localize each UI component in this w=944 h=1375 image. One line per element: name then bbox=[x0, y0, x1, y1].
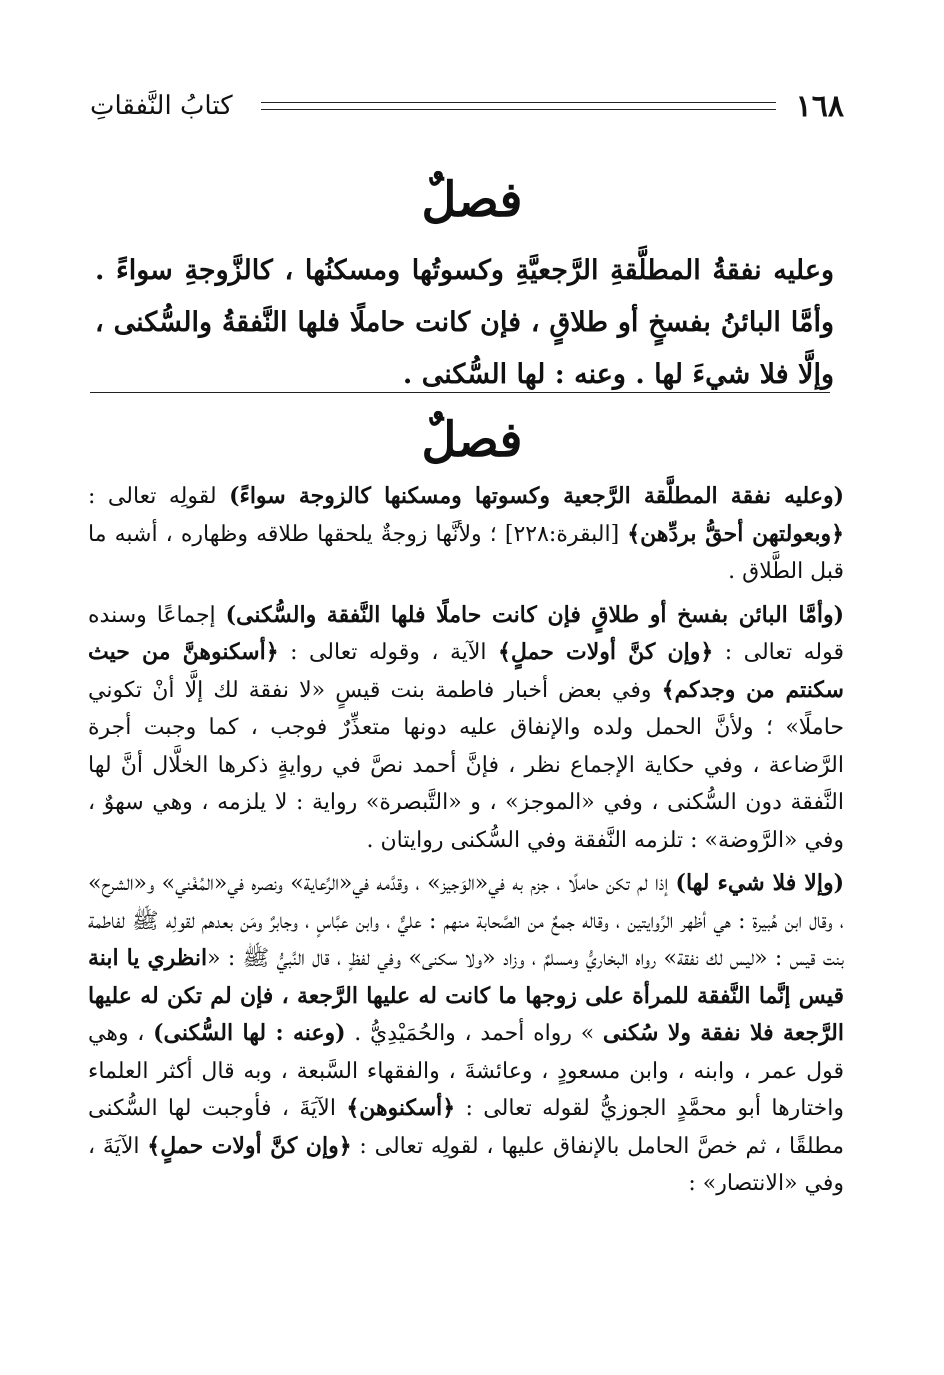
quran-quote: ﴿وإن كنَّ أولات حملٍ﴾ bbox=[147, 1132, 352, 1159]
quoted-matn: (وإلا فلا شيء لها) bbox=[675, 870, 844, 896]
quran-quote: ﴿أسكنوهن﴾ bbox=[346, 1095, 456, 1121]
commentary-span: الآيَةَ ، وفي «الانتصار» : bbox=[88, 1133, 844, 1196]
commentary-paragraph-1 bbox=[88, 478, 844, 591]
commentary-paragraph-3 bbox=[88, 865, 844, 1203]
commentary-span: لقولِه تعالى : bbox=[88, 484, 230, 509]
commentary-span: الآية ، وقوله تعالى : bbox=[278, 640, 498, 665]
page-number: ١٦٨ bbox=[795, 88, 844, 124]
quran-quote: ﴿وبعولتهن أحقُّ بردِّهن﴾ bbox=[627, 520, 844, 547]
matn-text: وعليه نفقةُ المطلَّقةِ الرَّجعيَّةِ وكسوتُها ومسكنُها ، كالزَّوجةِ سواءً . وأمَّا البائنُ بفسخٍ أو طلاقٍ ، فإن كانت حاملًا فلها النَّفقةُ والسُّكنى ، وإلَّا فلا شيءَ لها . وعنه : لها السُّكنى . bbox=[95, 255, 834, 390]
commentary-span: إذا لم تكن حاملًا ، جزم به في«الوَجيز» ، وقدَّمه في«الرِّعاية» ونصره في«المُغْني» و«الشرح» ، وقال ابن هُبيرة : هي أظهر الرِّوايتين ، وقاله جمعٌ من الصَّحابة منهم : عليٌّ ، وابن عبَّاسٍ ، وجابرٌ ومَن بعدهم لقولِه ﷺ لفاطمة بنت قيس : «ليس لك نفقة» رواه البخاريُّ ومسلمٌ ، وزاد «ولا سكنى» وفي لفظٍ ، قال النَّبيُّ ﷺ : « bbox=[88, 871, 844, 971]
quoted-matn: (وأمَّا البائن بفسخ أو طلاقٍ فإن كانت حاملًا فلها النَّفقة والسُّكنى) bbox=[225, 601, 844, 628]
quoted-matn: (وعنه : لها السُّكنى) bbox=[153, 1020, 346, 1046]
commentary-span: [البقرة:٢٢٨] ؛ ولأنَّها زوجةٌ يلحقها طلاقه وظهاره ، أشبه ما قبل الطَّلاق . bbox=[88, 521, 844, 584]
header-rule bbox=[261, 102, 776, 110]
section-heading-matn: فصلٌ bbox=[421, 172, 523, 228]
commentary-span: وفي بعض أخبار فاطمة بنت قيسٍ «لا نفقة لك إلَّا أنْ تكوني حاملًا» ؛ ولأنَّ الحمل ولده والإنفاق عليه دونها متعذِّرٌ فوجب ، كما وجبت أجرة الرَّضاعة ، وفي حكاية الإجماع نظر ، فإنَّ أحمد نصَّ في روايةٍ ذكرها الخلَّال أنَّ لها النَّفقة دون السُّكنى ، وفي «الموجز» ، و «التَّبصرة» رواية : لا يلزمه ، وهي سهوٌ ، وفي «الرَّوضة» : تلزمه النَّفقة وفي السُّكنى روايتان . bbox=[88, 677, 844, 853]
commentary-span: » رواه أحمد ، والحُمَيْدِيُّ . bbox=[345, 1021, 603, 1046]
commentary-text bbox=[88, 478, 844, 1209]
quran-quote: ﴿أسكنوهنَّ من حيث سكنتم من وجدكم﴾ bbox=[88, 639, 844, 703]
quoted-matn: (وعليه نفقة المطلَّقة الرَّجعية وكسوتها ومسكنها كالزوجة سواءً) bbox=[229, 483, 844, 509]
book-title: كتابُ النَّفقاتِ bbox=[90, 91, 233, 121]
running-header bbox=[90, 86, 844, 126]
commentary-span: إجماعًا وسنده قوله تعالى : bbox=[88, 602, 844, 665]
commentary-span: ، وهي قول عمر ، وابنه ، وابن مسعودٍ ، وعائشةَ ، والفقهاء السَّبعة ، وبه قال أكثر العلماء واختارها أبو محمَّدٍ الجوزيُّ لقوله تعالى : bbox=[88, 1021, 844, 1121]
hadith-quote: انظري يا ابنة قيس إنَّما النَّفقة للمرأة على زوجها ما كانت له عليها الرَّجعة ، فإن لم تكن له عليها الرَّجعة فلا نفقة ولا سُكنى bbox=[88, 945, 844, 1046]
matn-divider bbox=[90, 392, 830, 393]
commentary-paragraph-2 bbox=[88, 597, 844, 860]
commentary-span: الآيَةَ ، فأوجبت لها السُّكنى مطلقًا ، ثم خصَّ الحامل بالإنفاق عليها ، لقولِه تعالى : bbox=[88, 1096, 844, 1159]
quran-quote: ﴿وإن كنَّ أولات حملٍ﴾ bbox=[498, 639, 714, 665]
section-heading-sharh: فصلٌ bbox=[421, 412, 523, 468]
